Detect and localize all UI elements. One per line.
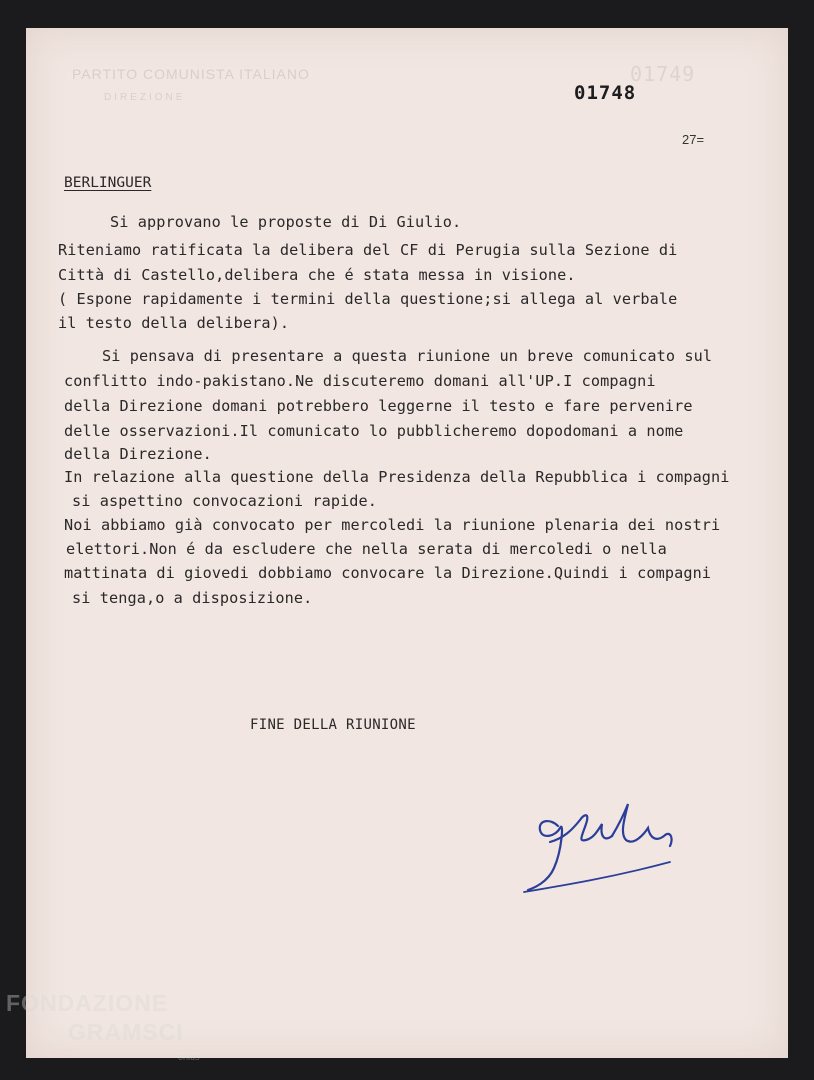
text-line: Noi abbiamo già convocato per mercoledi la riunione plenaria dei nostri (64, 516, 721, 534)
handwritten-signature (520, 790, 690, 900)
text-line: delle osservazioni.Il comunicato lo pubblicheremo dopodomani a nome (64, 422, 684, 440)
text-line: si tenga,o a disposizione. (72, 589, 313, 607)
speaker-name: BERLINGUER (64, 175, 152, 191)
letterhead-office-ghost: DIREZIONE (104, 92, 186, 103)
text-line: conflitto indo-pakistano.Ne discuteremo domani all'UP.I compagni (64, 372, 656, 390)
text-line: della Direzione domani potrebbero leggerne il testo e fare pervenire (64, 397, 693, 415)
page-number: 27= (682, 132, 705, 147)
text-line: elettori.Non é da escludere che nella serata di mercoledi o nella (66, 540, 667, 558)
text-line: Si approvano le proposte di Di Giulio. (110, 213, 462, 231)
text-line: In relazione alla questione della Presidenza della Repubblica i compagni (64, 468, 730, 486)
text-line: mattinata di giovedi dobbiamo convocare la Direzione.Quindi i compagni (64, 564, 712, 582)
text-line: Città di Castello,delibera che é stata messa in visione. (58, 266, 576, 284)
text-line: il testo della delibera). (58, 314, 290, 332)
text-line: Riteniamo ratificata la delibera del CF di Perugia sulla Sezione di (58, 241, 678, 259)
bleed-through-number: 01749 (630, 62, 696, 86)
text-line: si aspettino convocazioni rapide. (72, 492, 378, 510)
text-line: ( Espone rapidamente i termini della questione;si allega al verbale (58, 290, 678, 308)
archive-watermark (6, 990, 200, 1062)
document-number: 01748 (574, 82, 637, 104)
text-line: Si pensava di presentare a questa riunione un breve comunicato sul (102, 347, 713, 365)
letterhead-party-ghost: PARTITO COMUNISTA ITALIANO (72, 66, 310, 82)
text-line: della Direzione. (64, 445, 212, 463)
watermark-line-1: FONDAZIONE (6, 990, 169, 1016)
watermark-line-3: onlus (178, 1052, 200, 1062)
watermark-line-2: GRAMSCI (68, 1019, 184, 1045)
closing-line: FINE DELLA RIUNIONE (250, 717, 416, 733)
